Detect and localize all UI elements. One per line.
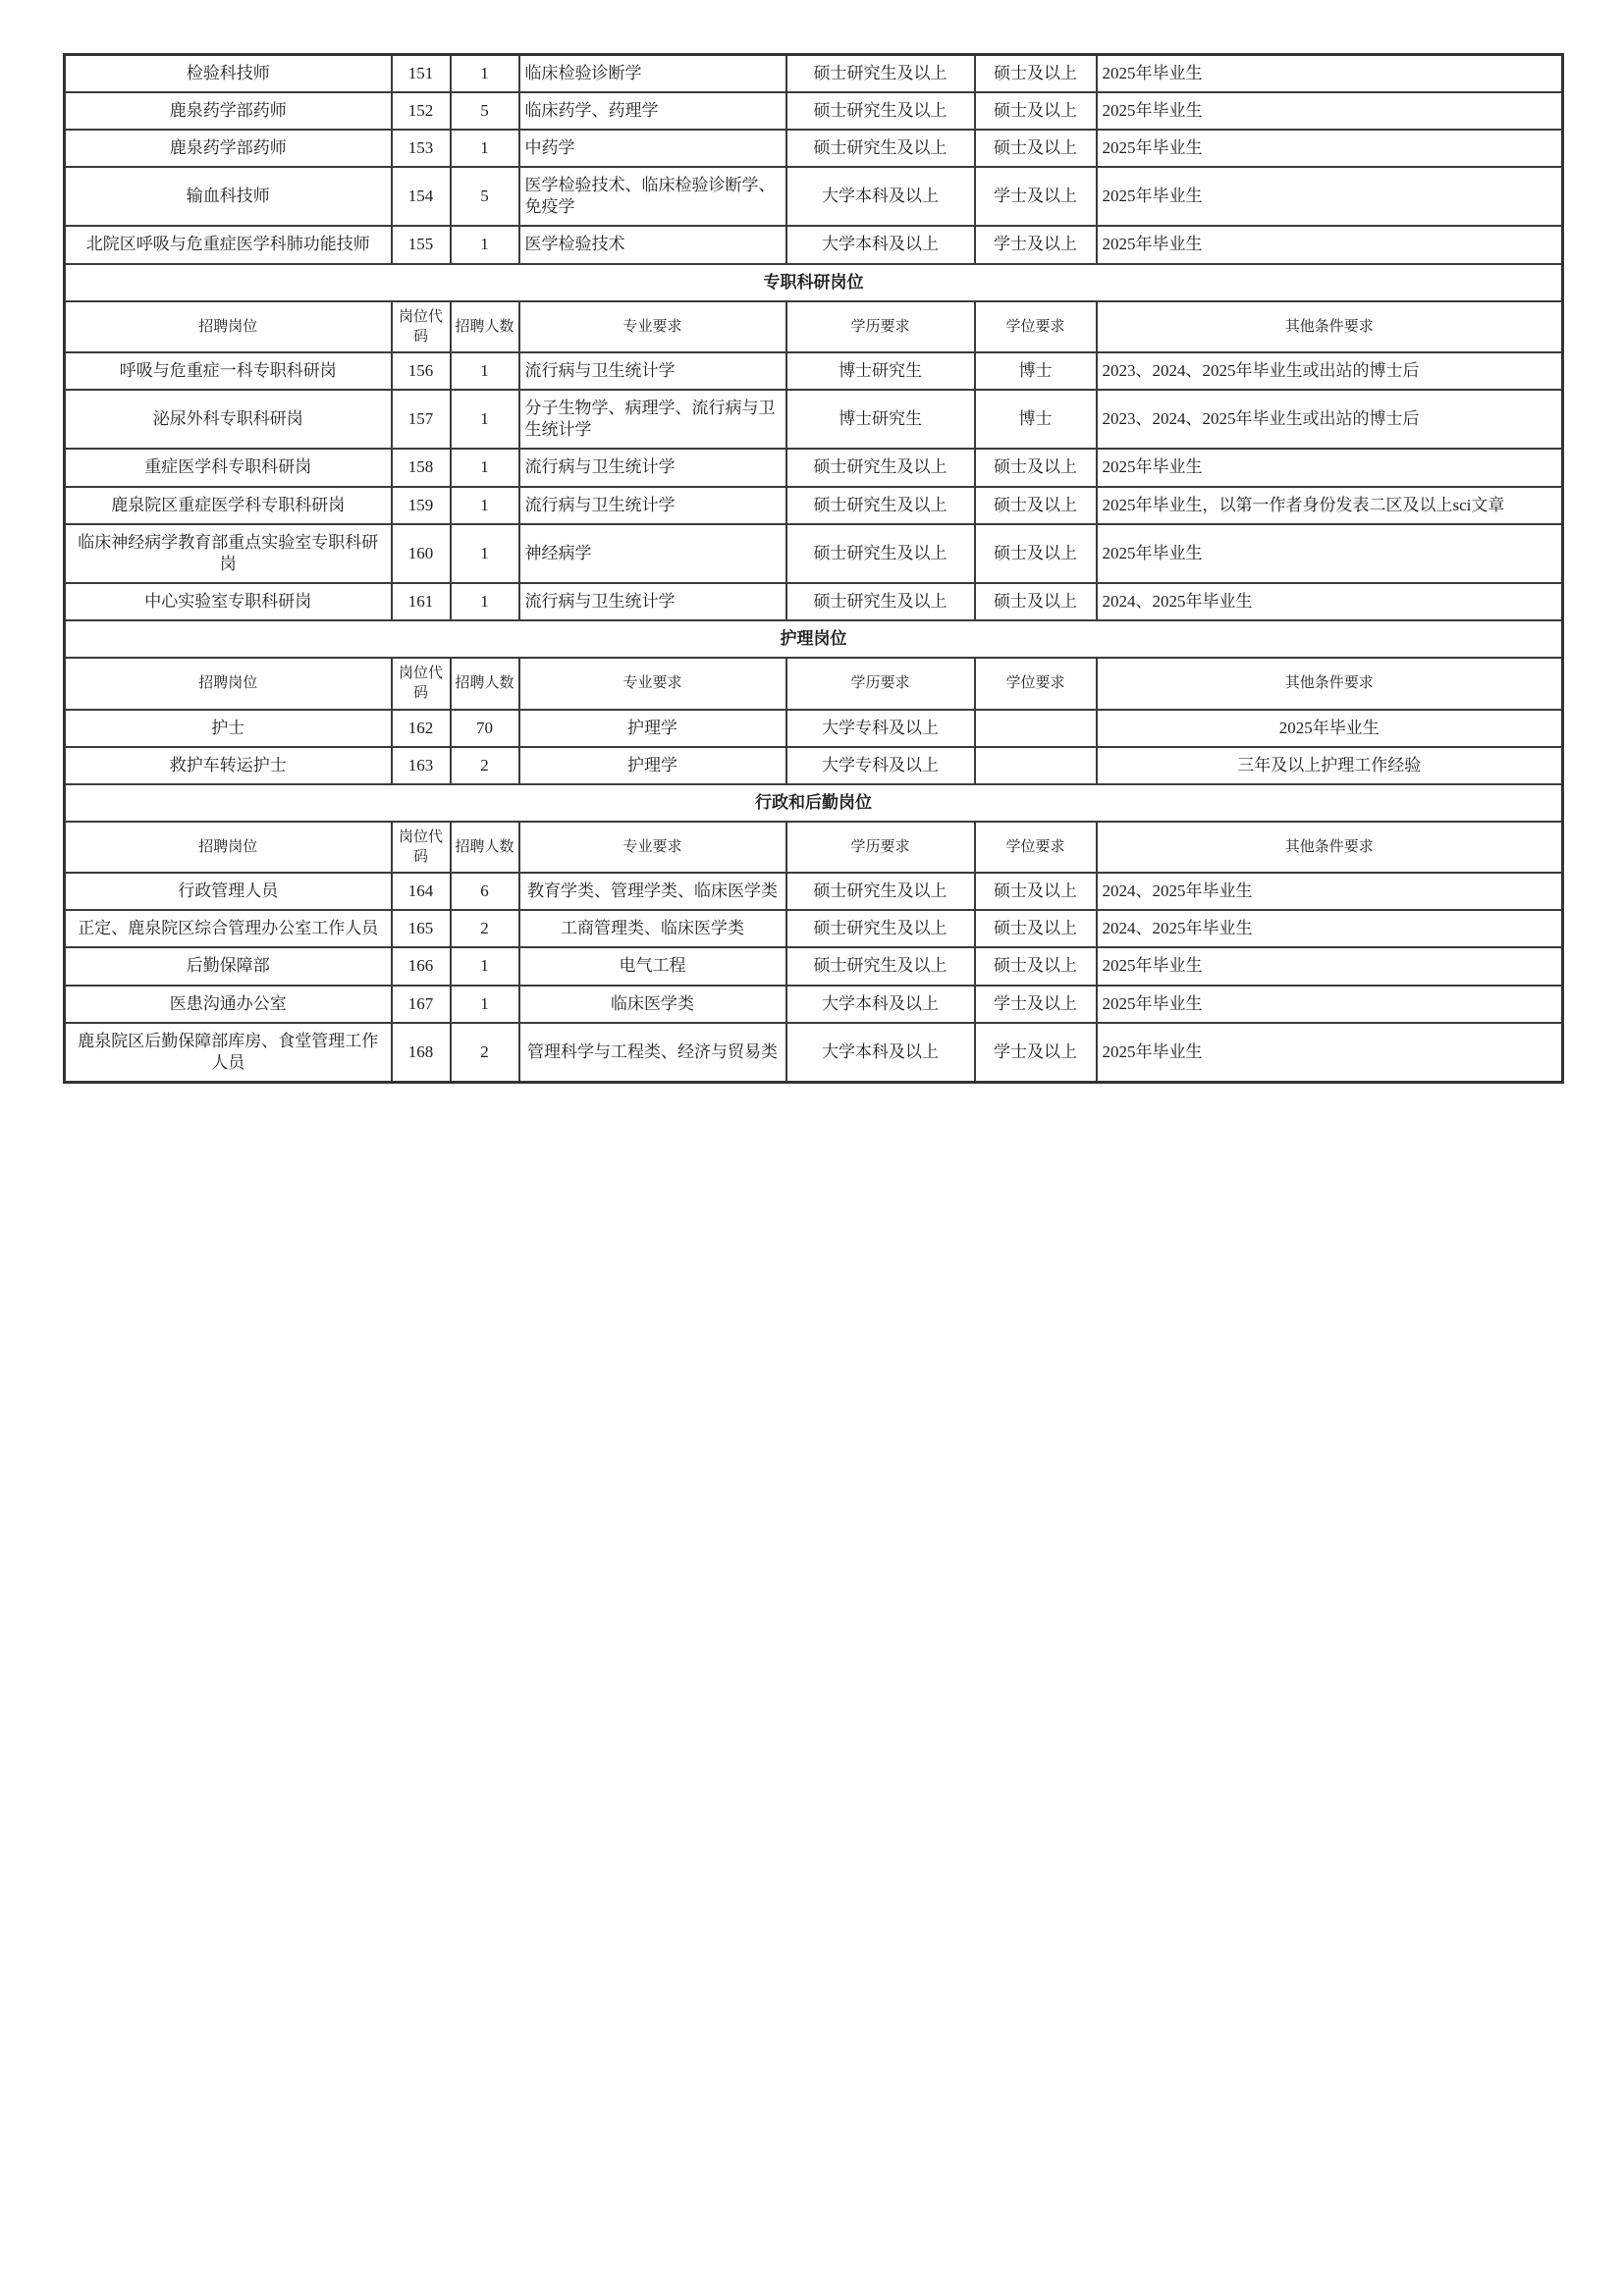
cell-degree: 硕士及以上 — [975, 947, 1097, 985]
cell-degree: 硕士及以上 — [975, 487, 1097, 524]
cell-count: 6 — [451, 873, 519, 910]
cell-other: 2024、2025年毕业生 — [1097, 910, 1563, 947]
column-header-major: 专业要求 — [519, 658, 786, 710]
column-header-other: 其他条件要求 — [1097, 822, 1563, 874]
cell-count: 1 — [451, 583, 519, 620]
cell-edu: 硕士研究生及以上 — [786, 947, 975, 985]
cell-edu: 大学本科及以上 — [786, 986, 975, 1023]
cell-count: 1 — [451, 449, 519, 486]
cell-code: 158 — [392, 449, 451, 486]
table-row — [65, 390, 1563, 449]
cell-post: 临床神经病学教育部重点实验室专职科研岗 — [65, 524, 392, 583]
column-header-code: 岗位代码 — [392, 658, 451, 710]
cell-count: 1 — [451, 947, 519, 985]
cell-count: 1 — [451, 130, 519, 167]
column-header-degree: 学位要求 — [975, 658, 1097, 710]
table-row — [65, 947, 1563, 985]
cell-post: 泌尿外科专职科研岗 — [65, 390, 392, 449]
column-header-major: 专业要求 — [519, 301, 786, 353]
table-row — [65, 130, 1563, 167]
cell-major: 神经病学 — [519, 524, 786, 583]
cell-degree: 学士及以上 — [975, 167, 1097, 226]
cell-code: 166 — [392, 947, 451, 985]
cell-post: 医患沟通办公室 — [65, 986, 392, 1023]
cell-other: 2025年毕业生 — [1097, 524, 1563, 583]
column-header-other: 其他条件要求 — [1097, 301, 1563, 353]
cell-code: 163 — [392, 747, 451, 784]
recruitment-table — [63, 53, 1564, 1084]
section-band-row — [65, 264, 1563, 301]
cell-post: 输血科技师 — [65, 167, 392, 226]
cell-post: 重症医学科专职科研岗 — [65, 449, 392, 486]
cell-count: 1 — [451, 487, 519, 524]
cell-major: 流行病与卫生统计学 — [519, 583, 786, 620]
cell-degree — [975, 747, 1097, 784]
column-header-count: 招聘人数 — [451, 301, 519, 353]
table-row — [65, 226, 1563, 263]
cell-edu: 大学专科及以上 — [786, 747, 975, 784]
cell-code: 167 — [392, 986, 451, 1023]
column-header-major: 专业要求 — [519, 822, 786, 874]
cell-other: 2025年毕业生 — [1097, 92, 1563, 130]
cell-other: 2025年毕业生 — [1097, 1023, 1563, 1083]
cell-edu: 硕士研究生及以上 — [786, 130, 975, 167]
cell-degree: 学士及以上 — [975, 1023, 1097, 1083]
table-row — [65, 487, 1563, 524]
section-band-row — [65, 784, 1563, 822]
cell-count: 2 — [451, 910, 519, 947]
table-row — [65, 167, 1563, 226]
table-row — [65, 92, 1563, 130]
cell-count: 70 — [451, 710, 519, 747]
cell-count: 1 — [451, 352, 519, 390]
cell-edu: 硕士研究生及以上 — [786, 910, 975, 947]
cell-other: 2025年毕业生 — [1097, 986, 1563, 1023]
column-header-degree: 学位要求 — [975, 301, 1097, 353]
cell-other: 2025年毕业生 — [1097, 947, 1563, 985]
cell-major: 临床医学类 — [519, 986, 786, 1023]
cell-degree: 博士 — [975, 390, 1097, 449]
table-row — [65, 449, 1563, 486]
column-header-post: 招聘岗位 — [65, 822, 392, 874]
column-header-code: 岗位代码 — [392, 822, 451, 874]
cell-other: 2025年毕业生 — [1097, 449, 1563, 486]
cell-count: 1 — [451, 226, 519, 263]
header-row — [65, 822, 1563, 874]
cell-edu: 硕士研究生及以上 — [786, 449, 975, 486]
table-section-2 — [65, 620, 1563, 784]
cell-post: 正定、鹿泉院区综合管理办公室工作人员 — [65, 910, 392, 947]
cell-major: 管理科学与工程类、经济与贸易类 — [519, 1023, 786, 1083]
cell-other: 2023、2024、2025年毕业生或出站的博士后 — [1097, 390, 1563, 449]
cell-edu: 大学专科及以上 — [786, 710, 975, 747]
cell-count: 5 — [451, 167, 519, 226]
column-header-post: 招聘岗位 — [65, 301, 392, 353]
table-row — [65, 710, 1563, 747]
cell-code: 152 — [392, 92, 451, 130]
cell-count: 2 — [451, 747, 519, 784]
column-header-edu: 学历要求 — [786, 658, 975, 710]
cell-code: 161 — [392, 583, 451, 620]
cell-edu: 博士研究生 — [786, 390, 975, 449]
column-header-code: 岗位代码 — [392, 301, 451, 353]
table-row — [65, 1023, 1563, 1083]
cell-degree: 学士及以上 — [975, 226, 1097, 263]
cell-count: 1 — [451, 986, 519, 1023]
cell-edu: 硕士研究生及以上 — [786, 873, 975, 910]
header-row — [65, 301, 1563, 353]
table-row — [65, 747, 1563, 784]
cell-post: 救护车转运护士 — [65, 747, 392, 784]
cell-post: 护士 — [65, 710, 392, 747]
cell-major: 分子生物学、病理学、流行病与卫生统计学 — [519, 390, 786, 449]
section-title: 专职科研岗位 — [65, 264, 1563, 301]
table-row — [65, 986, 1563, 1023]
cell-post: 检验科技师 — [65, 55, 392, 93]
cell-other: 2025年毕业生 — [1097, 710, 1563, 747]
table-section-0 — [65, 55, 1563, 264]
cell-major: 医学检验技术、临床检验诊断学、免疫学 — [519, 167, 786, 226]
section-title: 行政和后勤岗位 — [65, 784, 1563, 822]
cell-other: 2024、2025年毕业生 — [1097, 873, 1563, 910]
cell-post: 中心实验室专职科研岗 — [65, 583, 392, 620]
cell-major: 临床检验诊断学 — [519, 55, 786, 93]
table-row — [65, 583, 1563, 620]
table-row — [65, 910, 1563, 947]
cell-degree: 硕士及以上 — [975, 55, 1097, 93]
section-band-row — [65, 620, 1563, 658]
cell-degree: 硕士及以上 — [975, 873, 1097, 910]
column-header-count: 招聘人数 — [451, 658, 519, 710]
cell-code: 162 — [392, 710, 451, 747]
column-header-other: 其他条件要求 — [1097, 658, 1563, 710]
cell-edu: 大学本科及以上 — [786, 226, 975, 263]
header-row — [65, 658, 1563, 710]
cell-degree: 硕士及以上 — [975, 92, 1097, 130]
column-header-edu: 学历要求 — [786, 822, 975, 874]
cell-count: 5 — [451, 92, 519, 130]
cell-count: 1 — [451, 55, 519, 93]
table-row — [65, 873, 1563, 910]
cell-code: 155 — [392, 226, 451, 263]
table-section-1 — [65, 264, 1563, 620]
cell-major: 临床药学、药理学 — [519, 92, 786, 130]
cell-other: 2023、2024、2025年毕业生或出站的博士后 — [1097, 352, 1563, 390]
cell-post: 北院区呼吸与危重症医学科肺功能技师 — [65, 226, 392, 263]
cell-code: 160 — [392, 524, 451, 583]
cell-degree: 硕士及以上 — [975, 910, 1097, 947]
column-header-edu: 学历要求 — [786, 301, 975, 353]
cell-code: 165 — [392, 910, 451, 947]
column-header-post: 招聘岗位 — [65, 658, 392, 710]
cell-other: 2025年毕业生 — [1097, 130, 1563, 167]
cell-major: 流行病与卫生统计学 — [519, 487, 786, 524]
cell-edu: 硕士研究生及以上 — [786, 583, 975, 620]
cell-other: 2025年毕业生 — [1097, 55, 1563, 93]
cell-major: 工商管理类、临床医学类 — [519, 910, 786, 947]
cell-post: 后勤保障部 — [65, 947, 392, 985]
column-header-degree: 学位要求 — [975, 822, 1097, 874]
cell-code: 156 — [392, 352, 451, 390]
table-section-3 — [65, 784, 1563, 1083]
cell-post: 鹿泉药学部药师 — [65, 130, 392, 167]
cell-major: 中药学 — [519, 130, 786, 167]
section-title: 护理岗位 — [65, 620, 1563, 658]
table-row — [65, 352, 1563, 390]
cell-edu: 博士研究生 — [786, 352, 975, 390]
cell-other: 2025年毕业生，以第一作者身份发表二区及以上sci文章 — [1097, 487, 1563, 524]
cell-other: 2025年毕业生 — [1097, 226, 1563, 263]
cell-code: 157 — [392, 390, 451, 449]
cell-count: 2 — [451, 1023, 519, 1083]
cell-count: 1 — [451, 524, 519, 583]
cell-post: 呼吸与危重症一科专职科研岗 — [65, 352, 392, 390]
column-header-count: 招聘人数 — [451, 822, 519, 874]
cell-edu: 硕士研究生及以上 — [786, 524, 975, 583]
cell-major: 流行病与卫生统计学 — [519, 352, 786, 390]
cell-post: 行政管理人员 — [65, 873, 392, 910]
cell-edu: 大学本科及以上 — [786, 1023, 975, 1083]
cell-degree — [975, 710, 1097, 747]
cell-code: 153 — [392, 130, 451, 167]
cell-post: 鹿泉院区重症医学科专职科研岗 — [65, 487, 392, 524]
cell-edu: 硕士研究生及以上 — [786, 92, 975, 130]
cell-code: 159 — [392, 487, 451, 524]
cell-degree: 硕士及以上 — [975, 524, 1097, 583]
table-row — [65, 524, 1563, 583]
cell-major: 护理学 — [519, 747, 786, 784]
cell-degree: 博士 — [975, 352, 1097, 390]
cell-other: 三年及以上护理工作经验 — [1097, 747, 1563, 784]
cell-edu: 硕士研究生及以上 — [786, 55, 975, 93]
cell-degree: 硕士及以上 — [975, 583, 1097, 620]
cell-major: 电气工程 — [519, 947, 786, 985]
cell-edu: 大学本科及以上 — [786, 167, 975, 226]
cell-major: 医学检验技术 — [519, 226, 786, 263]
table-row — [65, 55, 1563, 93]
cell-major: 流行病与卫生统计学 — [519, 449, 786, 486]
cell-degree: 硕士及以上 — [975, 449, 1097, 486]
cell-code: 168 — [392, 1023, 451, 1083]
cell-post: 鹿泉药学部药师 — [65, 92, 392, 130]
cell-post: 鹿泉院区后勤保障部库房、食堂管理工作人员 — [65, 1023, 392, 1083]
cell-other: 2025年毕业生 — [1097, 167, 1563, 226]
cell-major: 教育学类、管理学类、临床医学类 — [519, 873, 786, 910]
cell-other: 2024、2025年毕业生 — [1097, 583, 1563, 620]
cell-major: 护理学 — [519, 710, 786, 747]
cell-edu: 硕士研究生及以上 — [786, 487, 975, 524]
cell-code: 151 — [392, 55, 451, 93]
cell-count: 1 — [451, 390, 519, 449]
cell-code: 164 — [392, 873, 451, 910]
cell-degree: 学士及以上 — [975, 986, 1097, 1023]
cell-degree: 硕士及以上 — [975, 130, 1097, 167]
cell-code: 154 — [392, 167, 451, 226]
